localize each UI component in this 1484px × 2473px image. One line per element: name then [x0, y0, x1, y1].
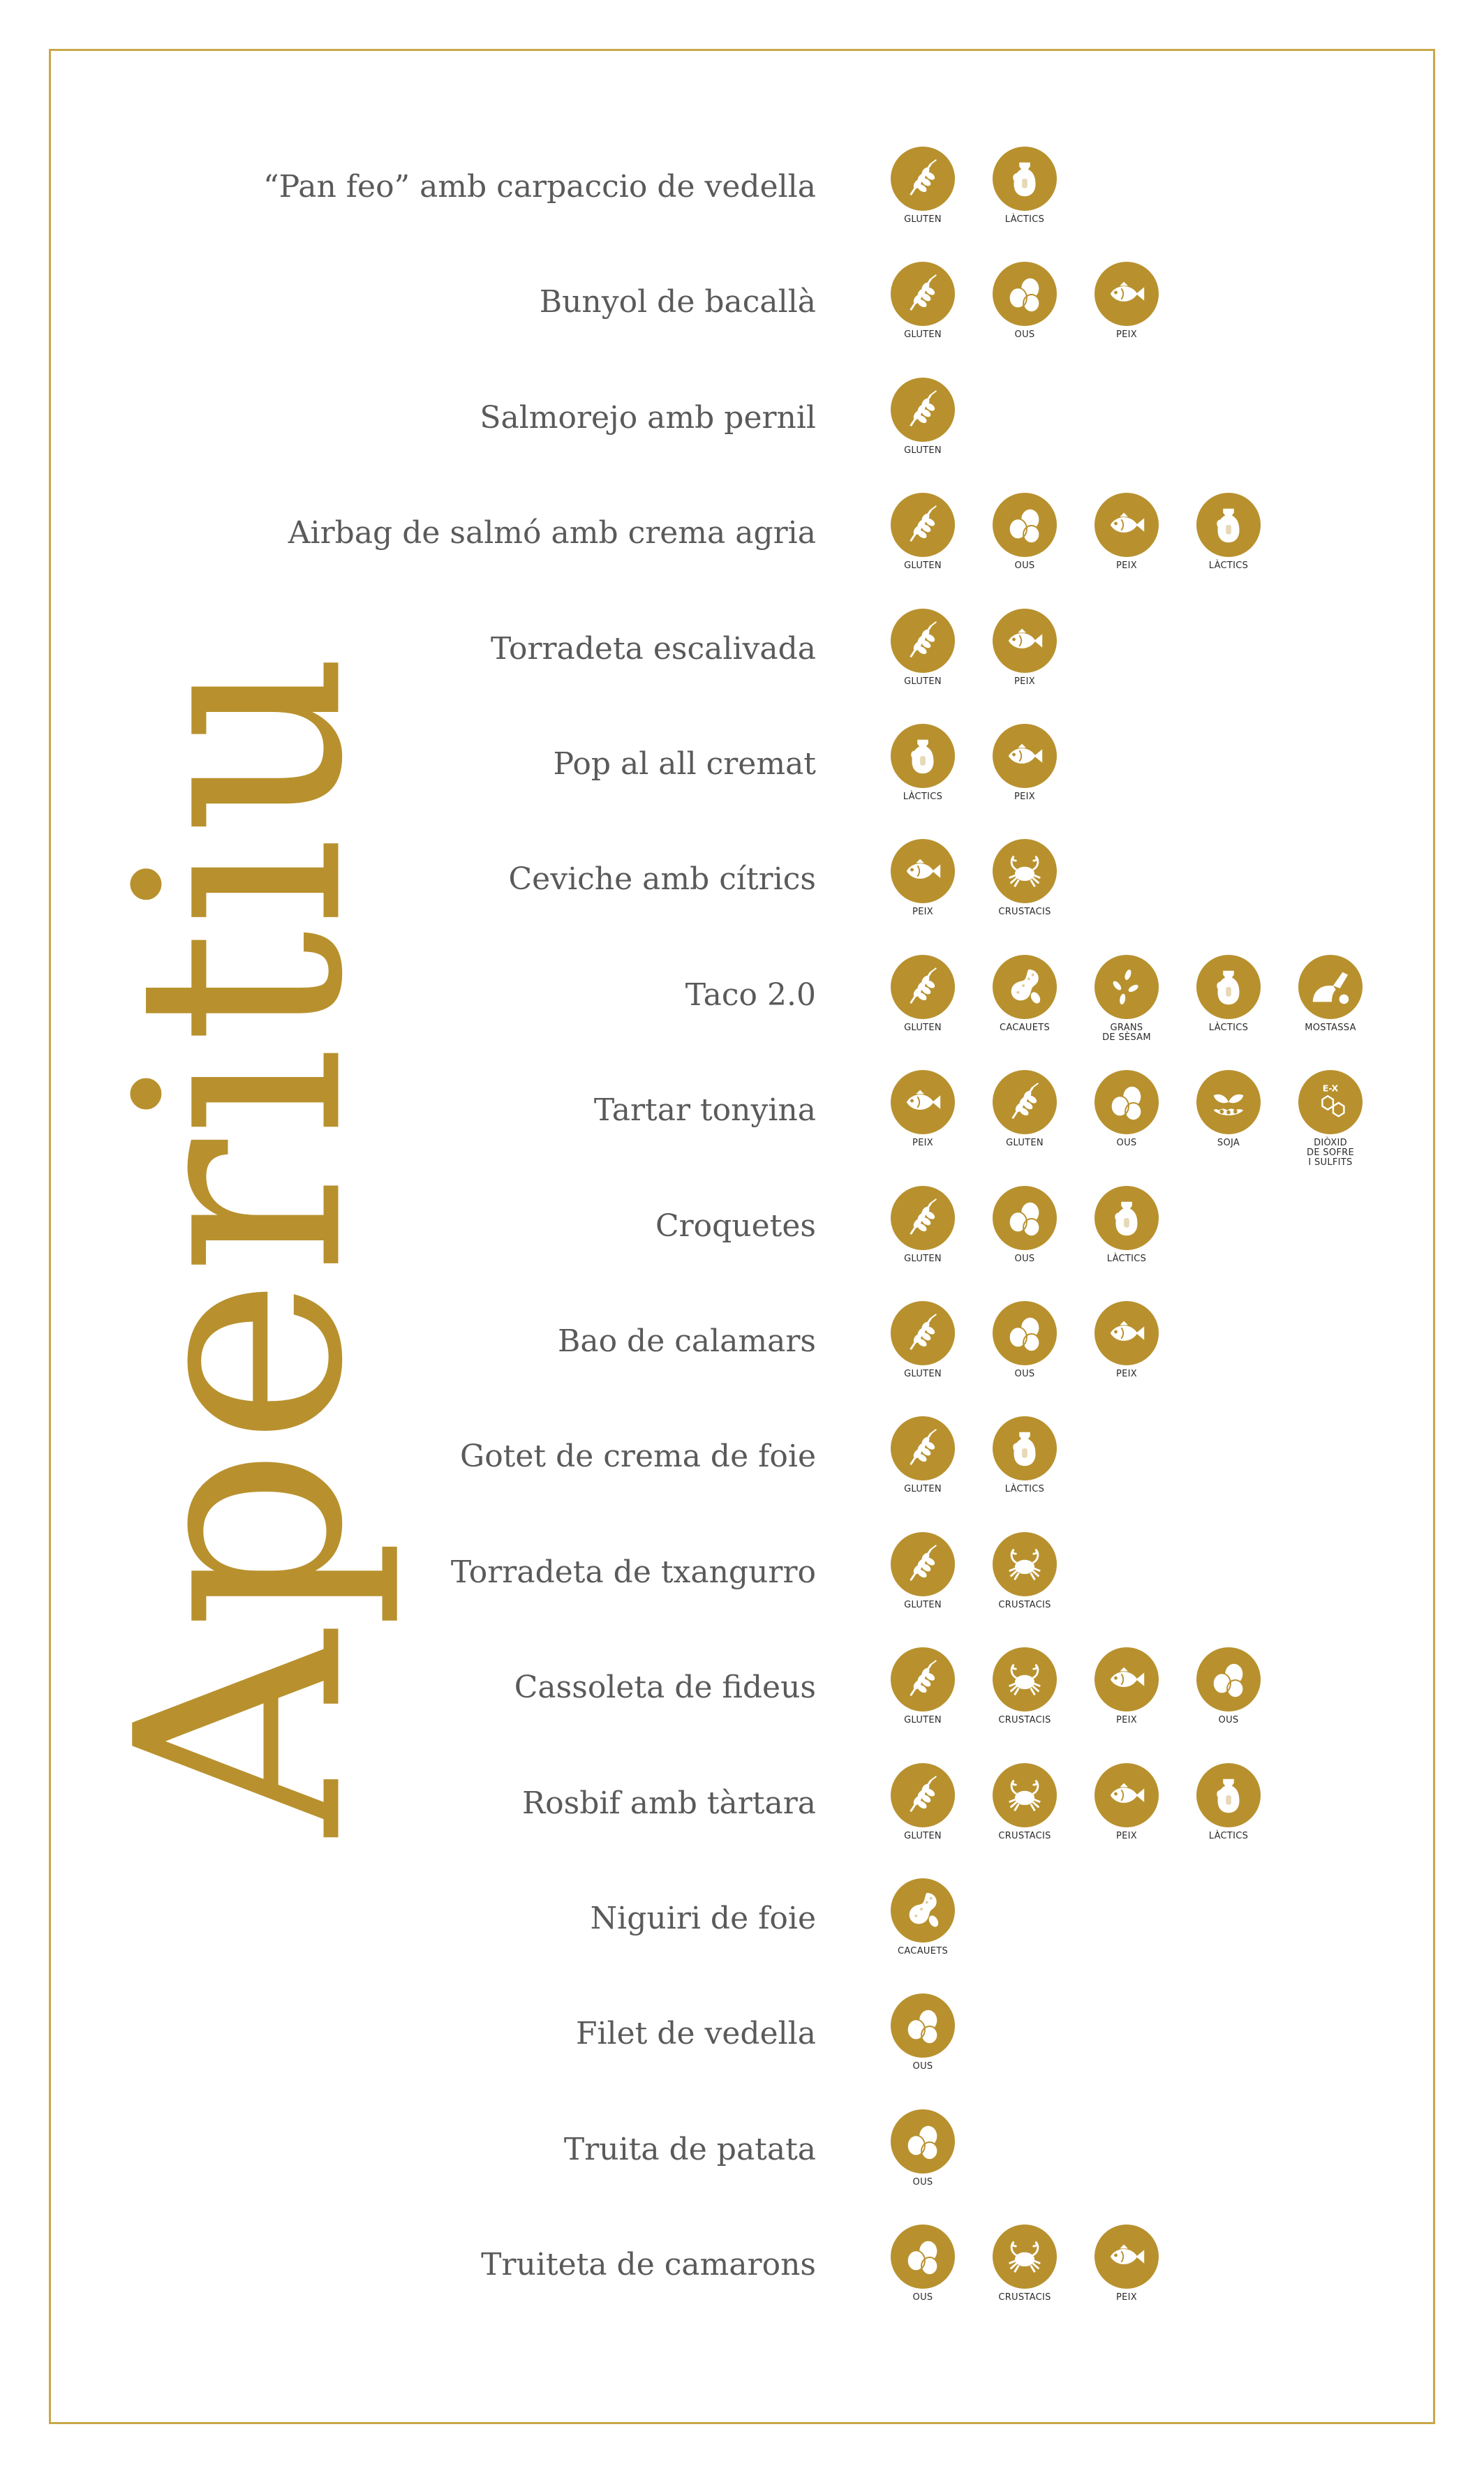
- gluten-icon: [891, 1647, 955, 1711]
- allergen-label: SOJA: [1217, 1138, 1240, 1148]
- allergen-label: CRUSTACIS: [998, 1715, 1051, 1725]
- allergen-crustacis: [983, 839, 1067, 944]
- allergen-gluten: [881, 1301, 965, 1406]
- peix-icon: [993, 724, 1057, 788]
- allergen-sulfits: [1289, 1070, 1372, 1175]
- dish-row: [0, 1186, 1484, 1270]
- allergen-label: OUS: [912, 2292, 933, 2303]
- allergen-lactics: [881, 724, 965, 829]
- dish-row: [0, 839, 1484, 923]
- allergen-label: CRUSTACIS: [998, 1600, 1051, 1610]
- allergen-lactics: [1187, 1763, 1270, 1868]
- gluten-icon: [891, 262, 955, 326]
- allergen-peix: [881, 1070, 965, 1175]
- allergen-label: OUS: [1218, 1715, 1239, 1725]
- peix-icon: [1095, 493, 1159, 557]
- ous-icon: [993, 262, 1057, 326]
- allergen-lactics: [1187, 955, 1270, 1060]
- allergen-label: PEIX: [1014, 792, 1035, 802]
- dish-name: Taco 2.0: [685, 977, 816, 1013]
- ous-icon: [993, 1301, 1057, 1365]
- dish-name: Cassoleta de fideus: [514, 1670, 816, 1705]
- dish-row: [0, 1532, 1484, 1616]
- allergen-label: GRANS DE SÈSAM: [1102, 1023, 1151, 1043]
- allergen-lactics: [983, 147, 1067, 251]
- dish-name: Airbag de salmó amb crema agria: [288, 515, 816, 551]
- allergen-label: OUS: [912, 2061, 933, 2072]
- allergen-ous: [1085, 1070, 1168, 1175]
- dish-name: Tartar tonyina: [593, 1092, 816, 1128]
- allergen-peix: [1085, 1763, 1168, 1868]
- allergen-label: GLUTEN: [904, 1369, 942, 1379]
- ous-icon: [993, 493, 1057, 557]
- allergen-label: PEIX: [1116, 1369, 1137, 1379]
- allergen-sesam: [1085, 955, 1168, 1060]
- dish-name: Truiteta de camarons: [481, 2247, 816, 2282]
- allergen-label: LÀCTICS: [1208, 1831, 1249, 1841]
- allergen-label: OUS: [1014, 560, 1035, 571]
- gluten-icon: [891, 955, 955, 1019]
- allergen-gluten: [881, 1532, 965, 1637]
- gluten-icon: [891, 493, 955, 557]
- gluten-icon: [891, 1301, 955, 1365]
- dish-row: [0, 724, 1484, 808]
- crustacis-icon: [993, 1647, 1057, 1711]
- lactics-icon: [1196, 493, 1261, 557]
- dish-row: [0, 2109, 1484, 2193]
- gluten-icon: [993, 1070, 1057, 1134]
- dish-row: [0, 1301, 1484, 1385]
- allergen-ous: [881, 2225, 965, 2329]
- soja-icon: [1196, 1070, 1261, 1134]
- lactics-icon: [891, 724, 955, 788]
- allergen-label: PEIX: [1116, 2292, 1137, 2303]
- allergen-label: GLUTEN: [904, 214, 942, 225]
- dish-name: Rosbif amb tàrtara: [522, 1785, 816, 1821]
- allergen-soja: [1187, 1070, 1270, 1175]
- allergen-label: PEIX: [1014, 676, 1035, 687]
- allergen-ous: [983, 493, 1067, 597]
- allergen-label: GLUTEN: [904, 1600, 942, 1610]
- allergen-ous: [983, 262, 1067, 366]
- allergen-label: LÀCTICS: [1208, 1023, 1249, 1033]
- allergen-peix: [881, 839, 965, 944]
- section-title: Aperitiu: [75, 649, 406, 1836]
- dish-row: [0, 147, 1484, 230]
- lactics-icon: [1196, 1763, 1261, 1827]
- dish-row: [0, 609, 1484, 692]
- gluten-icon: [891, 1416, 955, 1480]
- allergen-ous: [1187, 1647, 1270, 1752]
- allergen-ous: [983, 1186, 1067, 1291]
- lactics-icon: [993, 147, 1057, 211]
- sesam-icon: [1095, 955, 1159, 1019]
- allergen-label: MOSTASSA: [1305, 1023, 1356, 1033]
- allergen-label: LÀCTICS: [1004, 1484, 1045, 1494]
- allergen-label: LÀCTICS: [1004, 214, 1045, 225]
- lactics-icon: [993, 1416, 1057, 1480]
- allergen-cacauets: [881, 1878, 965, 1983]
- allergen-crustacis: [983, 1647, 1067, 1752]
- allergen-crustacis: [983, 2225, 1067, 2329]
- allergen-crustacis: [983, 1763, 1067, 1868]
- dish-name: Torradeta escalivada: [491, 631, 816, 667]
- allergen-label: LÀCTICS: [1208, 560, 1249, 571]
- allergen-label: GLUTEN: [904, 445, 942, 456]
- peix-icon: [1095, 1301, 1159, 1365]
- dish-name: “Pan feo” amb carpaccio de vedella: [263, 169, 816, 205]
- cacauets-icon: [993, 955, 1057, 1019]
- dish-name: Pop al all cremat: [553, 746, 816, 782]
- allergen-label: GLUTEN: [904, 329, 942, 340]
- allergen-ous: [983, 1301, 1067, 1406]
- crustacis-icon: [993, 2225, 1057, 2289]
- peix-icon: [1095, 1647, 1159, 1711]
- allergen-mostassa: [1289, 955, 1372, 1060]
- allergen-gluten: [881, 1763, 965, 1868]
- gluten-icon: [891, 147, 955, 211]
- dish-name: Croquetes: [655, 1208, 816, 1244]
- allergen-peix: [1085, 1647, 1168, 1752]
- gluten-icon: [891, 1763, 955, 1827]
- gluten-icon: [891, 1186, 955, 1250]
- allergen-peix: [1085, 1301, 1168, 1406]
- ous-icon: [891, 1993, 955, 2058]
- allergen-gluten: [983, 1070, 1067, 1175]
- allergen-label: PEIX: [1116, 560, 1137, 571]
- crustacis-icon: [993, 1532, 1057, 1596]
- allergen-label: GLUTEN: [904, 1023, 942, 1033]
- allergen-label: GLUTEN: [904, 1831, 942, 1841]
- ous-icon: [993, 1186, 1057, 1250]
- allergen-label: GLUTEN: [1006, 1138, 1044, 1148]
- allergen-gluten: [881, 955, 965, 1060]
- allergen-lactics: [983, 1416, 1067, 1521]
- svg-text:E-X: E-X: [1322, 1083, 1339, 1094]
- dish-row: [0, 378, 1484, 461]
- allergen-label: PEIX: [1116, 1831, 1137, 1841]
- peix-icon: [1095, 2225, 1159, 2289]
- allergen-label: LÀCTICS: [903, 792, 943, 802]
- allergen-label: CRUSTACIS: [998, 2292, 1051, 2303]
- allergen-crustacis: [983, 1532, 1067, 1637]
- allergen-label: DIÒXID DE SOFRE I SULFITS: [1307, 1138, 1354, 1168]
- dish-row: [0, 955, 1484, 1043]
- allergen-gluten: [881, 147, 965, 251]
- mostassa-icon: [1298, 955, 1363, 1019]
- allergen-cacauets: [983, 955, 1067, 1060]
- allergen-label: GLUTEN: [904, 676, 942, 687]
- allergen-label: OUS: [1014, 1254, 1035, 1264]
- gluten-icon: [891, 1532, 955, 1596]
- dish-name: Gotet de crema de foie: [460, 1439, 816, 1474]
- peix-icon: [891, 1070, 955, 1134]
- peix-icon: [891, 839, 955, 903]
- dish-row: [0, 1763, 1484, 1847]
- lactics-icon: [1095, 1186, 1159, 1250]
- allergen-gluten: [881, 493, 965, 597]
- allergen-gluten: [881, 378, 965, 482]
- peix-icon: [1095, 1763, 1159, 1827]
- gluten-icon: [891, 609, 955, 673]
- allergen-label: OUS: [1116, 1138, 1137, 1148]
- allergen-gluten: [881, 1416, 965, 1521]
- ous-icon: [891, 2225, 955, 2289]
- allergen-peix: [983, 724, 1067, 829]
- allergen-ous: [881, 1993, 965, 2098]
- ous-icon: [891, 2109, 955, 2174]
- allergen-peix: [983, 609, 1067, 713]
- allergen-label: GLUTEN: [904, 1484, 942, 1494]
- dish-row: [0, 1647, 1484, 1731]
- allergen-label: PEIX: [912, 907, 933, 917]
- allergen-gluten: [881, 609, 965, 713]
- gluten-icon: [891, 378, 955, 442]
- allergen-label: CACAUETS: [999, 1023, 1051, 1033]
- allergen-label: OUS: [912, 2177, 933, 2188]
- allergen-label: PEIX: [912, 1138, 933, 1148]
- dish-name: Ceviche amb cítrics: [508, 861, 816, 897]
- lactics-icon: [1196, 955, 1261, 1019]
- allergen-peix: [1085, 2225, 1168, 2329]
- allergen-lactics: [1085, 1186, 1168, 1291]
- allergen-label: GLUTEN: [904, 560, 942, 571]
- allergen-label: LÀCTICS: [1106, 1254, 1147, 1264]
- dish-row: [0, 262, 1484, 346]
- dish-row: [0, 1878, 1484, 1962]
- allergen-label: GLUTEN: [904, 1254, 942, 1264]
- allergen-gluten: [881, 1647, 965, 1752]
- cacauets-icon: [891, 1878, 955, 1943]
- allergen-label: GLUTEN: [904, 1715, 942, 1725]
- allergen-lactics: [1187, 493, 1270, 597]
- allergen-gluten: [881, 1186, 965, 1291]
- allergen-label: CRUSTACIS: [998, 907, 1051, 917]
- allergen-label: OUS: [1014, 1369, 1035, 1379]
- dish-row: [0, 1993, 1484, 2077]
- dish-name: Niguiri de foie: [590, 1901, 816, 1936]
- allergen-ous: [881, 2109, 965, 2214]
- dish-name: Filet de vedella: [575, 2016, 816, 2051]
- peix-icon: [1095, 262, 1159, 326]
- allergen-label: CACAUETS: [897, 1946, 949, 1956]
- allergen-peix: [1085, 262, 1168, 366]
- allergen-label: PEIX: [1116, 329, 1137, 340]
- dish-row: [0, 493, 1484, 577]
- ous-icon: [1196, 1647, 1261, 1711]
- allergen-label: OUS: [1014, 329, 1035, 340]
- peix-icon: [993, 609, 1057, 673]
- dish-name: Salmorejo amb pernil: [480, 400, 816, 436]
- dish-name: Truita de patata: [563, 2132, 816, 2167]
- dish-name: Bunyol de bacallà: [539, 284, 816, 320]
- allergen-label: CRUSTACIS: [998, 1831, 1051, 1841]
- dish-name: Bao de calamars: [558, 1323, 816, 1359]
- crustacis-icon: [993, 839, 1057, 903]
- sulfits-icon: [1298, 1070, 1363, 1134]
- crustacis-icon: [993, 1763, 1057, 1827]
- ous-icon: [1095, 1070, 1159, 1134]
- dish-name: Torradeta de txangurro: [450, 1554, 816, 1590]
- allergen-peix: [1085, 493, 1168, 597]
- dish-row: [0, 2225, 1484, 2308]
- allergen-label: PEIX: [1116, 1715, 1137, 1725]
- dish-row: [0, 1070, 1484, 1168]
- allergen-gluten: [881, 262, 965, 366]
- dish-row: [0, 1416, 1484, 1500]
